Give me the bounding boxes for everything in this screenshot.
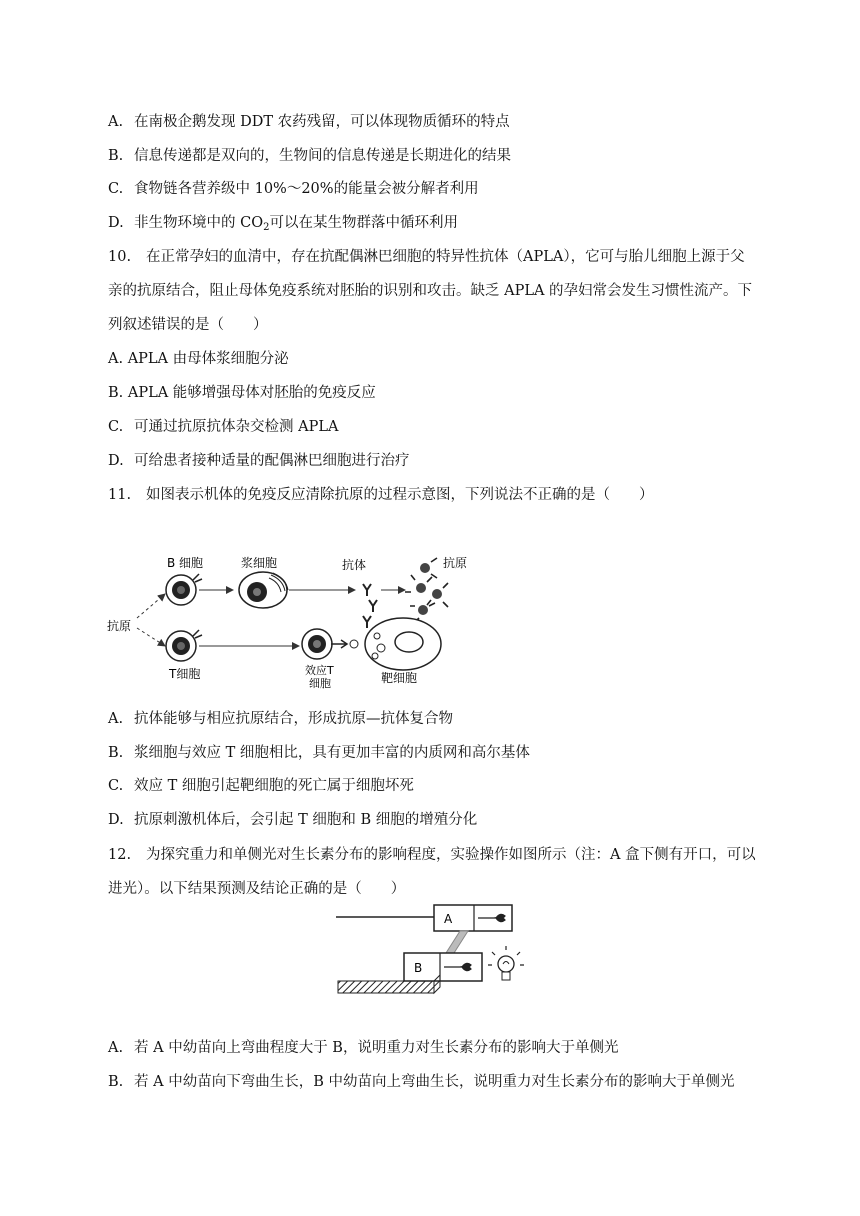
option-text: 可通过抗原抗体杂交检测 APLA [134, 419, 339, 435]
option-text: 在南极企鹅发现 DDT 农药残留，可以体现物质循环的特点 [134, 114, 510, 130]
q12-option-b [108, 1072, 734, 1092]
label-target-cell: 靶细胞 [381, 671, 418, 685]
q9-option-d [108, 213, 458, 233]
q11-option-d [108, 810, 477, 830]
q10-stem-line3: 列叙述错误的是（ ） [108, 317, 268, 333]
option-text: 效应 T 细胞引起靶细胞的死亡属于细胞坏死 [134, 778, 414, 794]
stem-text: 为探究重力和单侧光对生长素分布的影响程度，实验操作如图所示（注：A 盒下侧有开口，可以 [146, 847, 756, 863]
stem-text: 如图表示机体的免疫反应清除抗原的过程示意图，下列说法不正确的是（ ） [146, 487, 654, 503]
option-letter: D. [108, 812, 124, 828]
q11-option-b [108, 743, 530, 763]
q9-option-c [108, 179, 479, 199]
option-text: APLA 能够增强母体对胚胎的免疫反应 [127, 385, 376, 401]
option-letter: B. [108, 1074, 124, 1090]
antibody-icon [363, 584, 377, 628]
box-b-label: B [414, 961, 423, 975]
option-letter: C. [108, 181, 124, 197]
option-letter: A. [108, 351, 124, 367]
option-text: 若 A 中幼苗向上弯曲程度大于 B，说明重力对生长素分布的影响大于单侧光 [134, 1040, 619, 1056]
connector-bar [446, 931, 468, 953]
q12-option-a [108, 1038, 618, 1058]
platform [338, 981, 434, 993]
experiment-figure [336, 900, 526, 1000]
target-cell-icon [365, 618, 441, 670]
option-letter: C. [108, 778, 124, 794]
light-bulb-icon [488, 946, 524, 980]
box-a [434, 905, 512, 931]
option-text: 抗原刺激机体后，会引起 T 细胞和 B 细胞的增殖分化 [134, 812, 478, 828]
q10-option-b [108, 383, 376, 403]
option-text: 若 A 中幼苗向下弯曲生长，B 中幼苗向上弯曲生长，说明重力对生长素分布的影响大于单侧光 [134, 1074, 735, 1090]
option-letter: B. [108, 148, 124, 164]
option-letter: B. [108, 385, 124, 401]
immune-response-figure [105, 548, 485, 694]
option-letter: C. [108, 419, 124, 435]
label-antigen-right: 抗原 [443, 556, 468, 570]
question-number: 11. [108, 487, 132, 503]
option-text: 食物链各营养级中 10%～20%的能量会被分解者利用 [134, 181, 479, 197]
option-letter: B. [108, 745, 124, 761]
antigen-complex-icon [405, 558, 448, 622]
box-b [404, 953, 482, 981]
b-cell-icon [166, 574, 202, 605]
q10-option-d [108, 451, 410, 471]
q11-option-a [108, 709, 453, 729]
question-number: 12. [108, 847, 132, 863]
q10-option-a [108, 349, 289, 369]
q11-stem [108, 485, 654, 505]
q9-option-a [108, 112, 510, 132]
option-letter: A. [108, 1040, 124, 1056]
label-t-cell: T细胞 [169, 667, 201, 681]
q9-option-b [108, 146, 511, 166]
dashed-arrow-down [137, 628, 165, 646]
option-text-after: 可以在某生物群落中循环利用 [269, 215, 458, 231]
q12-stem-line2: 进光）。以下结果预测及结论正确的是（ ） [108, 881, 406, 897]
option-text: 抗体能够与相应抗原结合，形成抗原—抗体复合物 [134, 711, 453, 727]
option-letter: A. [108, 114, 124, 130]
label-effector-t-1: 效应T [305, 664, 334, 677]
option-letter: A. [108, 711, 124, 727]
label-antigen-left: 抗原 [107, 619, 132, 633]
box-a-label: A [444, 912, 453, 926]
label-b-cell: B 细胞 [167, 556, 204, 570]
q10-stem-line2: 亲的抗原结合，阻止母体免疫系统对胚胎的识别和攻击。缺乏 APLA 的孕妇常会发生习惯性流产。下 [108, 283, 753, 299]
option-text: 浆细胞与效应 T 细胞相比，具有更加丰富的内质网和高尔基体 [134, 745, 530, 761]
q12-stem-line1 [108, 845, 756, 865]
option-text: APLA 由母体浆细胞分泌 [127, 351, 289, 367]
option-letter: D. [108, 215, 124, 231]
q11-option-c [108, 776, 414, 796]
q10-option-c [108, 417, 338, 437]
label-plasma-cell: 浆细胞 [241, 556, 278, 570]
option-letter: D. [108, 453, 124, 469]
label-antibody: 抗体 [342, 558, 367, 572]
option-text: 可给患者接种适量的配偶淋巴细胞进行治疗 [134, 453, 410, 469]
option-text-before: 非生物环境中的 CO [134, 215, 264, 231]
effector-t-cell-icon [302, 629, 358, 659]
q10-stem-line1 [108, 247, 745, 267]
subscript: 2 [263, 222, 270, 233]
question-number: 10. [108, 249, 132, 265]
label-effector-t-2: 细胞 [309, 677, 331, 690]
dashed-arrow-up [137, 594, 165, 618]
t-cell-icon [166, 630, 202, 661]
option-text: 信息传递都是双向的，生物间的信息传递是长期进化的结果 [134, 148, 511, 164]
stem-text: 在正常孕妇的血清中，存在抗配偶淋巴细胞的特异性抗体（APLA），它可与胎儿细胞上源于父 [146, 249, 745, 265]
plasma-cell-icon [239, 572, 288, 608]
